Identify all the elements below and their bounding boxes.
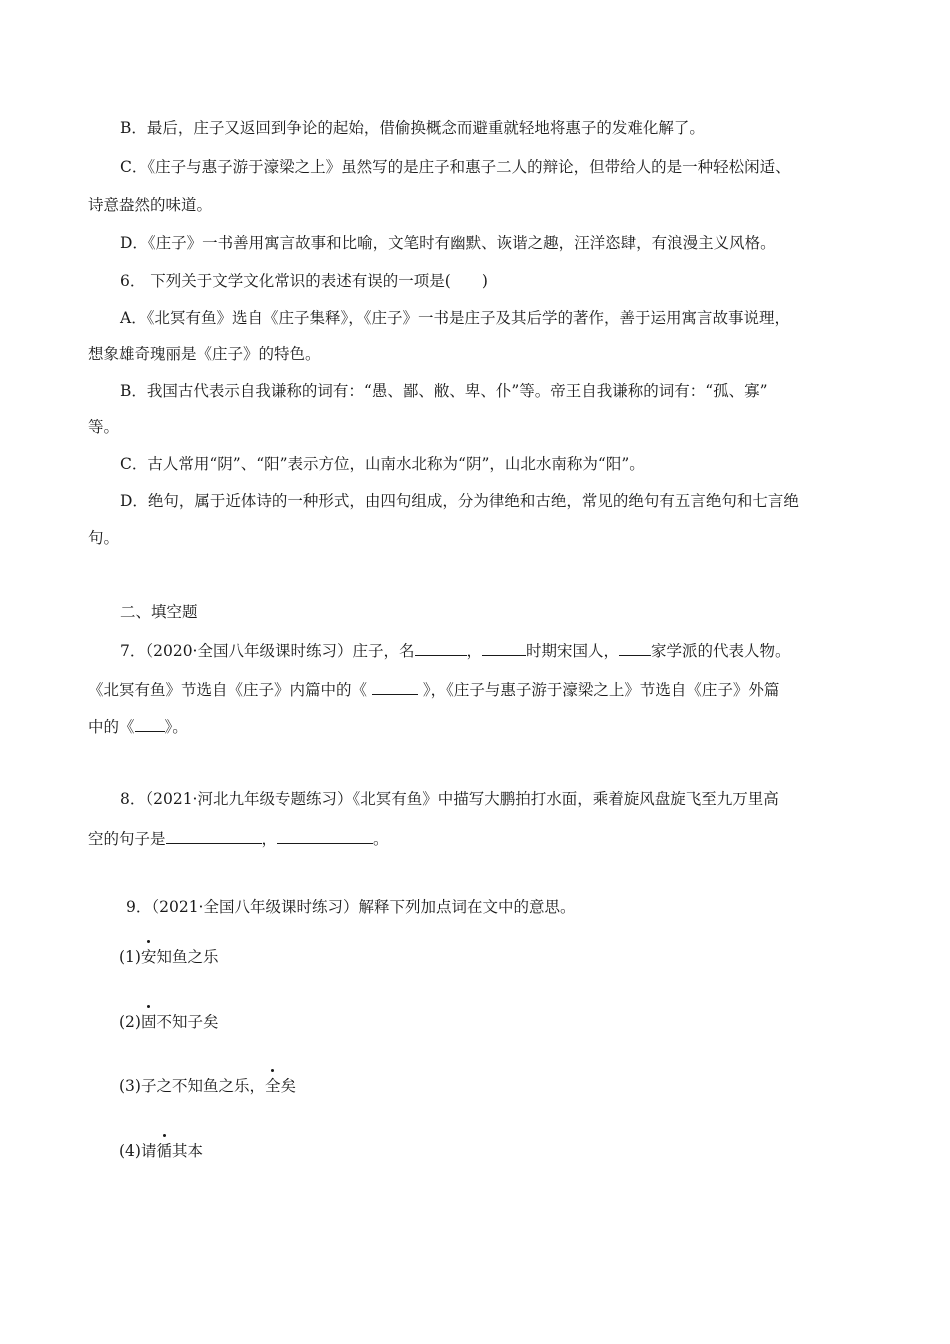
q9-dotted-word: 固: [140, 1013, 157, 1031]
q8-text-1: 空的句子是: [88, 830, 166, 848]
q6-option-d-line2: 句。: [88, 529, 120, 547]
q6-option-d-line1: D．绝句，属于近体诗的一种形式，由四句组成，分为律绝和古绝，常见的绝句有五言绝句和七言绝: [120, 492, 799, 510]
q7-text-1: 7．（2020·全国八年级课时练习）庄子，名: [120, 642, 415, 660]
q6-option-a-line1: A．《北冥有鱼》选自《庄子集释》，《庄子》一书是庄子及其后学的著作，善于运用寓言故事说理，: [120, 309, 790, 327]
q8-blank-1[interactable]: [166, 827, 262, 844]
q9-item-2: [0, 1012, 950, 1032]
q5-option-b: B．最后，庄子又返回到争论的起始，借偷换概念而避重就轻地将惠子的发难化解了。: [120, 119, 705, 137]
q9-item-text-post: 知鱼之乐: [156, 948, 219, 966]
q7-blank-era[interactable]: [482, 639, 526, 656]
q9-item-text-pre: 请: [140, 1142, 157, 1160]
q6-stem: 6． 下列关于文学文化常识的表述有误的一项是( ): [120, 272, 488, 290]
q9-item-1: [0, 947, 950, 967]
q9-item-3: [0, 1076, 950, 1096]
q5-option-c-line2: 诗意盎然的味道。: [88, 196, 213, 214]
q9-item-text-post: 矣: [280, 1077, 297, 1095]
q9-item-text-pre: 子之不知鱼之乐，: [140, 1077, 265, 1095]
q9-item-number: (1): [119, 948, 141, 966]
q9-dotted-word: 安: [140, 948, 157, 966]
q9-stem: 9．（2021·全国八年级课时练习）解释下列加点词在文中的意思。: [126, 898, 576, 916]
q9-item-4: [0, 1141, 950, 1161]
q7-text-5: 《北冥有鱼》节选自《庄子》内篇中的《: [88, 681, 372, 699]
q7-blank-outer-chapter[interactable]: [135, 715, 165, 732]
q6-option-c: C．古人常用“阴”、“阳”表示方位，山南水北称为“阴”，山北水南称为“阳”。: [120, 455, 645, 473]
q5-option-c-line1: C．《庄子与惠子游于濠梁之上》虽然写的是庄子和惠子二人的辩论，但带给人的是一种轻松闲适、: [120, 158, 791, 176]
q7-blank-inner-chapter[interactable]: [372, 678, 418, 695]
q9-item-number: (2): [119, 1013, 141, 1031]
q7-blank-name[interactable]: [415, 639, 467, 656]
q8-text-2: ，: [261, 830, 278, 848]
q8-text-3: 。: [373, 830, 389, 848]
q9-dotted-word: 循: [156, 1142, 172, 1160]
q7-text-6: 》，《庄子与惠子游于濠梁之上》节选自《庄子》外篇: [417, 681, 780, 699]
q6-option-b-line1: B．我国古代表示自我谦称的词有：“愚、鄙、敝、卑、仆”等。帝王自我谦称的词有：“孤、寡”: [120, 382, 768, 400]
q7-line2: [0, 678, 950, 700]
q8-blank-2[interactable]: [277, 827, 373, 844]
q7-text-3: 时期宋国人，: [526, 642, 620, 660]
q5-option-d: D．《庄子》一书善用寓言故事和比喻，文笔时有幽默、诙谐之趣，汪洋恣肆，有浪漫主义风格。: [120, 234, 776, 252]
q6-option-b-line2: 等。: [88, 418, 120, 436]
q9-item-text-post: 不知子矣: [156, 1013, 219, 1031]
q7-text-4: 家学派的代表人物。: [651, 642, 791, 660]
q9-item-text-post: 其本: [172, 1142, 204, 1160]
q8-line1: 8．（2021·河北九年级专题练习）《北冥有鱼》中描写大鹏拍打水面，乘着旋风盘旋飞至九万里高: [120, 790, 779, 808]
section-heading: 二、填空题: [120, 603, 198, 621]
q7-line1: [0, 639, 950, 661]
q9-item-number: (3): [119, 1077, 141, 1095]
q9-item-number: (4): [119, 1142, 141, 1160]
q7-text-2: ，: [466, 642, 483, 660]
q7-blank-school[interactable]: [619, 639, 651, 656]
q6-option-a-line2: 想象雄奇瑰丽是《庄子》的特色。: [88, 345, 321, 363]
q7-text-7: 中的《: [88, 718, 135, 736]
q7-text-8: 》。: [164, 718, 188, 736]
q7-line3: [0, 715, 950, 737]
q9-dotted-word: 全: [264, 1077, 281, 1095]
q8-line2: [0, 827, 950, 849]
